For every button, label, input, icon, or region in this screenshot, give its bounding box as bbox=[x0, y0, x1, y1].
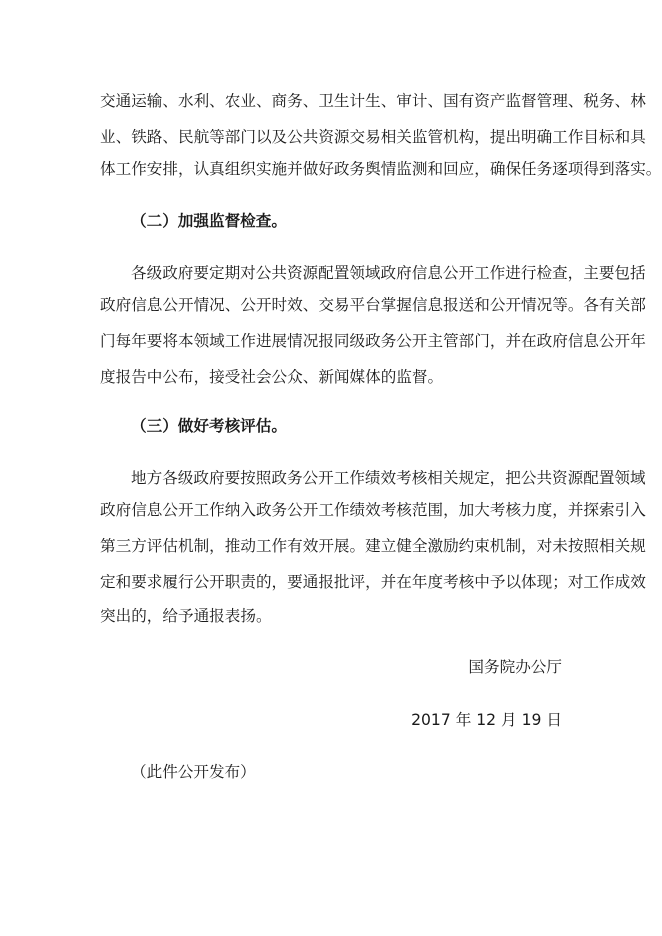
section-heading: （二）加强监督检查。 bbox=[131, 212, 287, 230]
section-heading: （三）做好考核评估。 bbox=[131, 417, 287, 435]
issue-date: 2017 年 12 月 19 日 bbox=[411, 711, 562, 729]
paragraph-line: 政府信息公开工作纳入政务公开工作绩效考核范围，加大考核力度，并探索引入 bbox=[100, 501, 646, 519]
paragraph-line: 交通运输、水利、农业、商务、卫生计生、审计、国有资产监督管理、税务、林 bbox=[100, 92, 646, 110]
paragraph-line: 业、铁路、民航等部门以及公共资源交易相关监管机构，提出明确工作目标和具 bbox=[100, 128, 646, 146]
paragraph-line: 各级政府要定期对公共资源配置领域政府信息公开工作进行检查，主要包括 bbox=[131, 264, 646, 282]
paragraph-line: 突出的，给予通报表扬。 bbox=[100, 607, 272, 625]
paragraph-line: 度报告中公布，接受社会公众、新闻媒体的监督。 bbox=[100, 368, 444, 386]
paragraph-line: 政府信息公开情况、公开时效、交易平台掌握信息报送和公开情况等。各有关部 bbox=[100, 296, 646, 314]
paragraph-line: 第三方评估机制，推动工作有效开展。建立健全激励约束机制，对未按照相关规 bbox=[100, 537, 646, 555]
paragraph-line: 门每年要将本领域工作进展情况报同级政务公开主管部门，并在政府信息公开年 bbox=[100, 332, 646, 350]
issuer-signature: 国务院办公厅 bbox=[468, 658, 562, 676]
paragraph-line: 体工作安排，认真组织实施并做好政务舆情监测和回应，确保任务逐项得到落实。 bbox=[100, 160, 662, 178]
paragraph-line: 地方各级政府要按照政务公开工作绩效考核相关规定，把公共资源配置领域 bbox=[131, 469, 646, 487]
paragraph-line: 定和要求履行公开职责的，要通报批评，并在年度考核中予以体现；对工作成效 bbox=[100, 573, 646, 591]
publication-note: （此件公开发布） bbox=[131, 763, 256, 781]
